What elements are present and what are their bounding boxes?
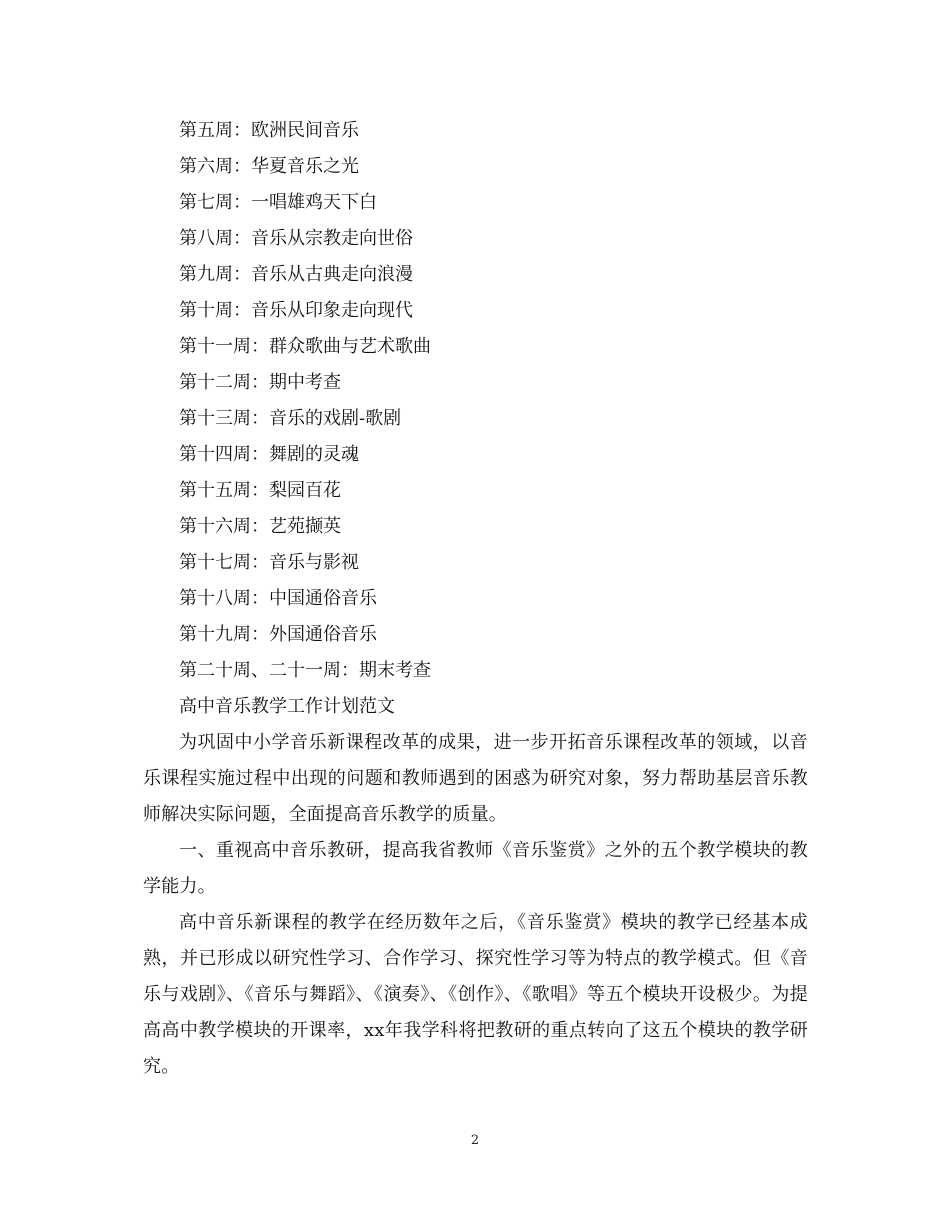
schedule-item-week-19: 第十九周：外国通俗音乐 [179,624,377,645]
schedule-item-week-15: 第十五周：梨园百花 [179,480,341,501]
schedule-item-week-7: 第七周：一唱雄鸡天下白 [179,192,377,213]
paragraph-heading-one: 一、重视高中音乐教研，提高我省教师《音乐鉴赏》之外的五个教学模块的教学能力。 [143,840,808,897]
page-number: 2 [470,1133,480,1148]
schedule-item-week-10: 第十周：音乐从印象走向现代 [179,300,413,321]
schedule-item-week-12: 第十二周：期中考查 [179,372,341,393]
schedule-item-week-13: 第十三周：音乐的戏剧-歌剧 [179,408,402,429]
weekly-schedule-list [143,113,808,689]
paragraph-body: 高中音乐新课程的教学在经历数年之后，《音乐鉴赏》模块的教学已经基本成熟，并已形成以研究性学习、合作学习、探究性学习等为特点的教学模式。但《音乐与戏剧》、《音乐与舞蹈》、《演奏》、《创作》、《歌唱》等五个模块开设极少。为提高高中教学模块的开课率，xx年我学科将把教研的重点转向了这五个模块的教学研究。 [143,912,808,1077]
schedule-item-week-6: 第六周：华夏音乐之光 [179,156,359,177]
paragraph-intro: 为巩固中小学音乐新课程改革的成果，进一步开拓音乐课程改革的领域，以音乐课程实施过程中出现的问题和教师遇到的困惑为研究对象，努力帮助基层音乐教师解决实际问题，全面提高音乐教学的质量。 [143,732,808,825]
schedule-item-week-14: 第十四周：舞剧的灵魂 [179,444,359,465]
schedule-item-week-18: 第十八周：中国通俗音乐 [179,588,377,609]
schedule-item-week-9: 第九周：音乐从古典走向浪漫 [179,264,413,285]
schedule-item-week-16: 第十六周：艺苑撷英 [179,516,341,537]
section-title: 高中音乐教学工作计划范文 [179,696,395,717]
page-content [143,113,808,1085]
schedule-item-week-11: 第十一周：群众歌曲与艺术歌曲 [179,336,431,357]
schedule-item-week-20-21: 第二十周、二十一周：期末考查 [179,660,431,681]
schedule-item-week-5: 第五周：欧洲民间音乐 [179,120,359,141]
schedule-item-week-8: 第八周：音乐从宗教走向世俗 [179,228,413,249]
schedule-item-week-17: 第十七周：音乐与影视 [179,552,359,573]
